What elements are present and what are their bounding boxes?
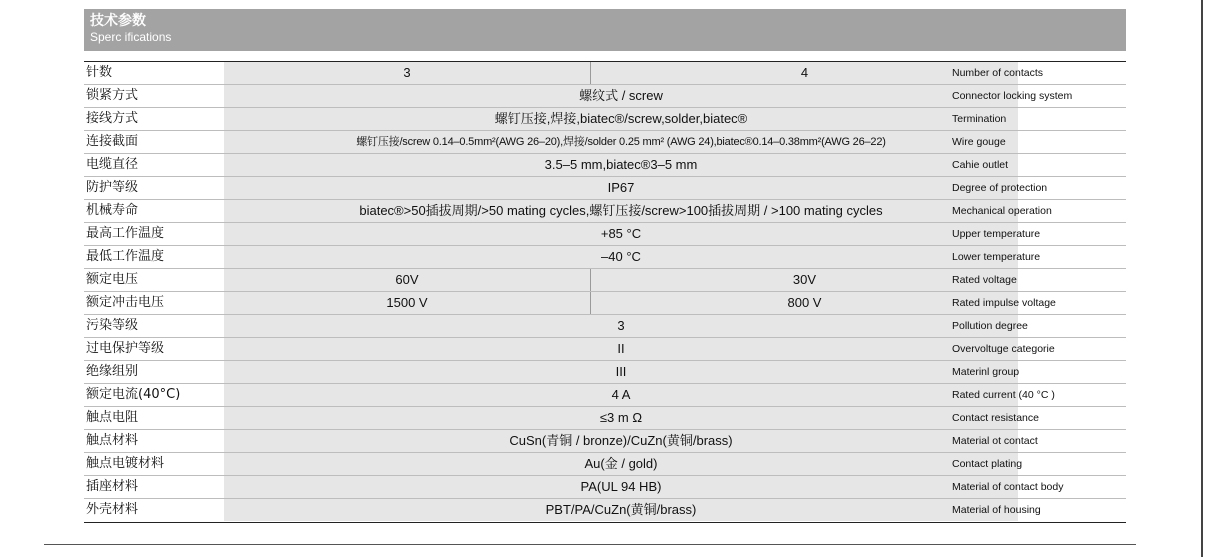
spec-table: [84, 61, 1126, 523]
param-value: ≤3 m Ω: [599, 410, 643, 425]
table-row: [84, 85, 1126, 108]
param-value: 3: [617, 318, 625, 333]
param-name-zh: 插座材料: [86, 479, 139, 494]
value-4-pin: 800 V: [787, 295, 822, 310]
param-values: [224, 384, 1018, 406]
param-name-zh: 额定冲击电压: [86, 295, 165, 310]
value-3-pin: 3: [224, 62, 591, 84]
param-name-en: Mechanical operation: [952, 205, 1052, 217]
param-name-en: Degree of protection: [952, 182, 1048, 194]
param-name-en: Material ot contact: [952, 435, 1038, 447]
value-3-pin: 60V: [224, 269, 591, 291]
param-name-en: Material of housing: [952, 504, 1041, 516]
table-row: [84, 177, 1126, 200]
table-row: [84, 292, 1126, 315]
param-values: [224, 62, 1018, 84]
param-name-zh: 机械寿命: [86, 203, 139, 218]
param-values: [224, 108, 1018, 130]
param-name-zh: 污染等级: [86, 318, 139, 333]
param-name-zh: 接线方式: [86, 111, 139, 126]
table-row: [84, 269, 1126, 292]
param-values: [224, 154, 1018, 176]
section-title-zh: 技术参数: [90, 13, 146, 29]
param-name-en: Lower temperature: [952, 251, 1041, 263]
table-row: [84, 246, 1126, 269]
table-row: [84, 361, 1126, 384]
param-value: III: [615, 364, 627, 379]
param-values: [224, 131, 1018, 153]
param-name-zh: 最高工作温度: [86, 226, 165, 241]
param-name-zh: 防护等级: [86, 180, 139, 195]
param-value: 螺纹式 / screw: [579, 88, 663, 103]
param-values: [224, 269, 1018, 291]
param-value: II: [617, 341, 625, 356]
table-row: [84, 430, 1126, 453]
page-edge-line: [1201, 0, 1203, 557]
param-value: biatec®>50插拔周期/>50 mating cycles,螺钉压接/screw>100插拔周期 / >100 mating cycles: [359, 203, 883, 218]
param-values: [224, 338, 1018, 360]
param-value: Au(金 / gold): [584, 456, 658, 471]
param-values: [224, 200, 1018, 222]
table-row: [84, 476, 1126, 499]
param-name-zh: 连接截面: [86, 134, 139, 149]
param-value: 4 A: [611, 387, 631, 402]
param-value: PA(UL 94 HB): [580, 479, 662, 494]
param-name-zh: 绝缘组别: [86, 364, 139, 379]
param-name-en: Upper temperature: [952, 228, 1041, 240]
param-values: [224, 361, 1018, 383]
table-row: [84, 407, 1126, 430]
param-name-en: Wire gouge: [952, 136, 1006, 148]
param-values: [224, 453, 1018, 475]
param-name-zh: 最低工作温度: [86, 249, 165, 264]
param-values: [224, 476, 1018, 498]
param-values: [224, 315, 1018, 337]
param-values: [224, 499, 1018, 521]
table-row: [84, 384, 1126, 407]
param-values: [224, 407, 1018, 429]
param-value: 螺钉压接,焊接,biatec®/screw,solder,biatec®: [494, 111, 748, 126]
value-4-pin: 30V: [792, 272, 817, 287]
table-row: [84, 108, 1126, 131]
param-name-en: Overvoltuge categorie: [952, 343, 1055, 355]
table-row: [84, 338, 1126, 361]
param-name-zh: 锁紧方式: [86, 88, 139, 103]
param-name-zh: 电缆直径: [86, 157, 139, 172]
param-name-en: Material of contact body: [952, 481, 1064, 493]
table-row: [84, 223, 1126, 246]
param-values: [224, 292, 1018, 314]
param-name-zh: 额定电流(40°C): [86, 387, 181, 402]
param-value: IP67: [607, 180, 635, 195]
param-name-en: Rated voltage: [952, 274, 1017, 286]
table-row: [84, 131, 1126, 154]
param-values: [224, 177, 1018, 199]
param-value: –40 °C: [601, 249, 641, 264]
param-value: +85 °C: [600, 226, 642, 241]
param-name-en: Materinl group: [952, 366, 1020, 378]
param-name-en: Connector locking system: [952, 90, 1073, 102]
param-name-zh: 过电保护等级: [86, 341, 165, 356]
param-name-en: Pollution degree: [952, 320, 1028, 332]
value-3-pin: 1500 V: [224, 292, 591, 314]
param-value: 螺钉压接/screw 0.14–0.5mm²(AWG 26–20),焊接/solder 0.25 mm² (AWG 24),biatec®0.14–0.38mm²(AWG 26–22): [356, 136, 886, 148]
param-name-zh: 额定电压: [86, 272, 139, 287]
table-row: [84, 154, 1126, 177]
table-row: [84, 200, 1126, 223]
param-value: 3.5–5 mm,biatec®3–5 mm: [544, 157, 698, 172]
param-name-zh: 外壳材料: [86, 502, 139, 517]
table-row: [84, 315, 1126, 338]
section-header: [84, 9, 1126, 51]
param-name-zh: 触点电阻: [86, 410, 139, 425]
param-name-en: Termination: [952, 113, 1007, 125]
param-name-zh: 触点电镀材料: [86, 456, 165, 471]
param-name-en: Cahie outlet: [952, 159, 1009, 171]
param-name-en: Contact plating: [952, 458, 1023, 470]
param-values: [224, 430, 1018, 452]
param-values: [224, 85, 1018, 107]
param-name-zh: 针数: [86, 65, 113, 80]
table-row: [84, 62, 1126, 85]
table-row: [84, 499, 1126, 522]
table-row: [84, 453, 1126, 476]
param-name-en: Rated impulse voltage: [952, 297, 1056, 309]
param-name-en: Contact resistance: [952, 412, 1039, 424]
param-name-zh: 触点材料: [86, 433, 139, 448]
bottom-divider: [44, 544, 1136, 545]
param-name-en: Rated current (40 °C ): [952, 389, 1055, 401]
param-name-en: Number of contacts: [952, 67, 1044, 79]
param-values: [224, 246, 1018, 268]
param-value: PBT/PA/CuZn(黄铜/brass): [545, 502, 697, 517]
section-title-en: Sperc ifications: [90, 30, 172, 44]
value-4-pin: 4: [800, 65, 809, 80]
param-value: CuSn(青铜 / bronze)/CuZn(黄铜/brass): [509, 433, 733, 448]
param-values: [224, 223, 1018, 245]
